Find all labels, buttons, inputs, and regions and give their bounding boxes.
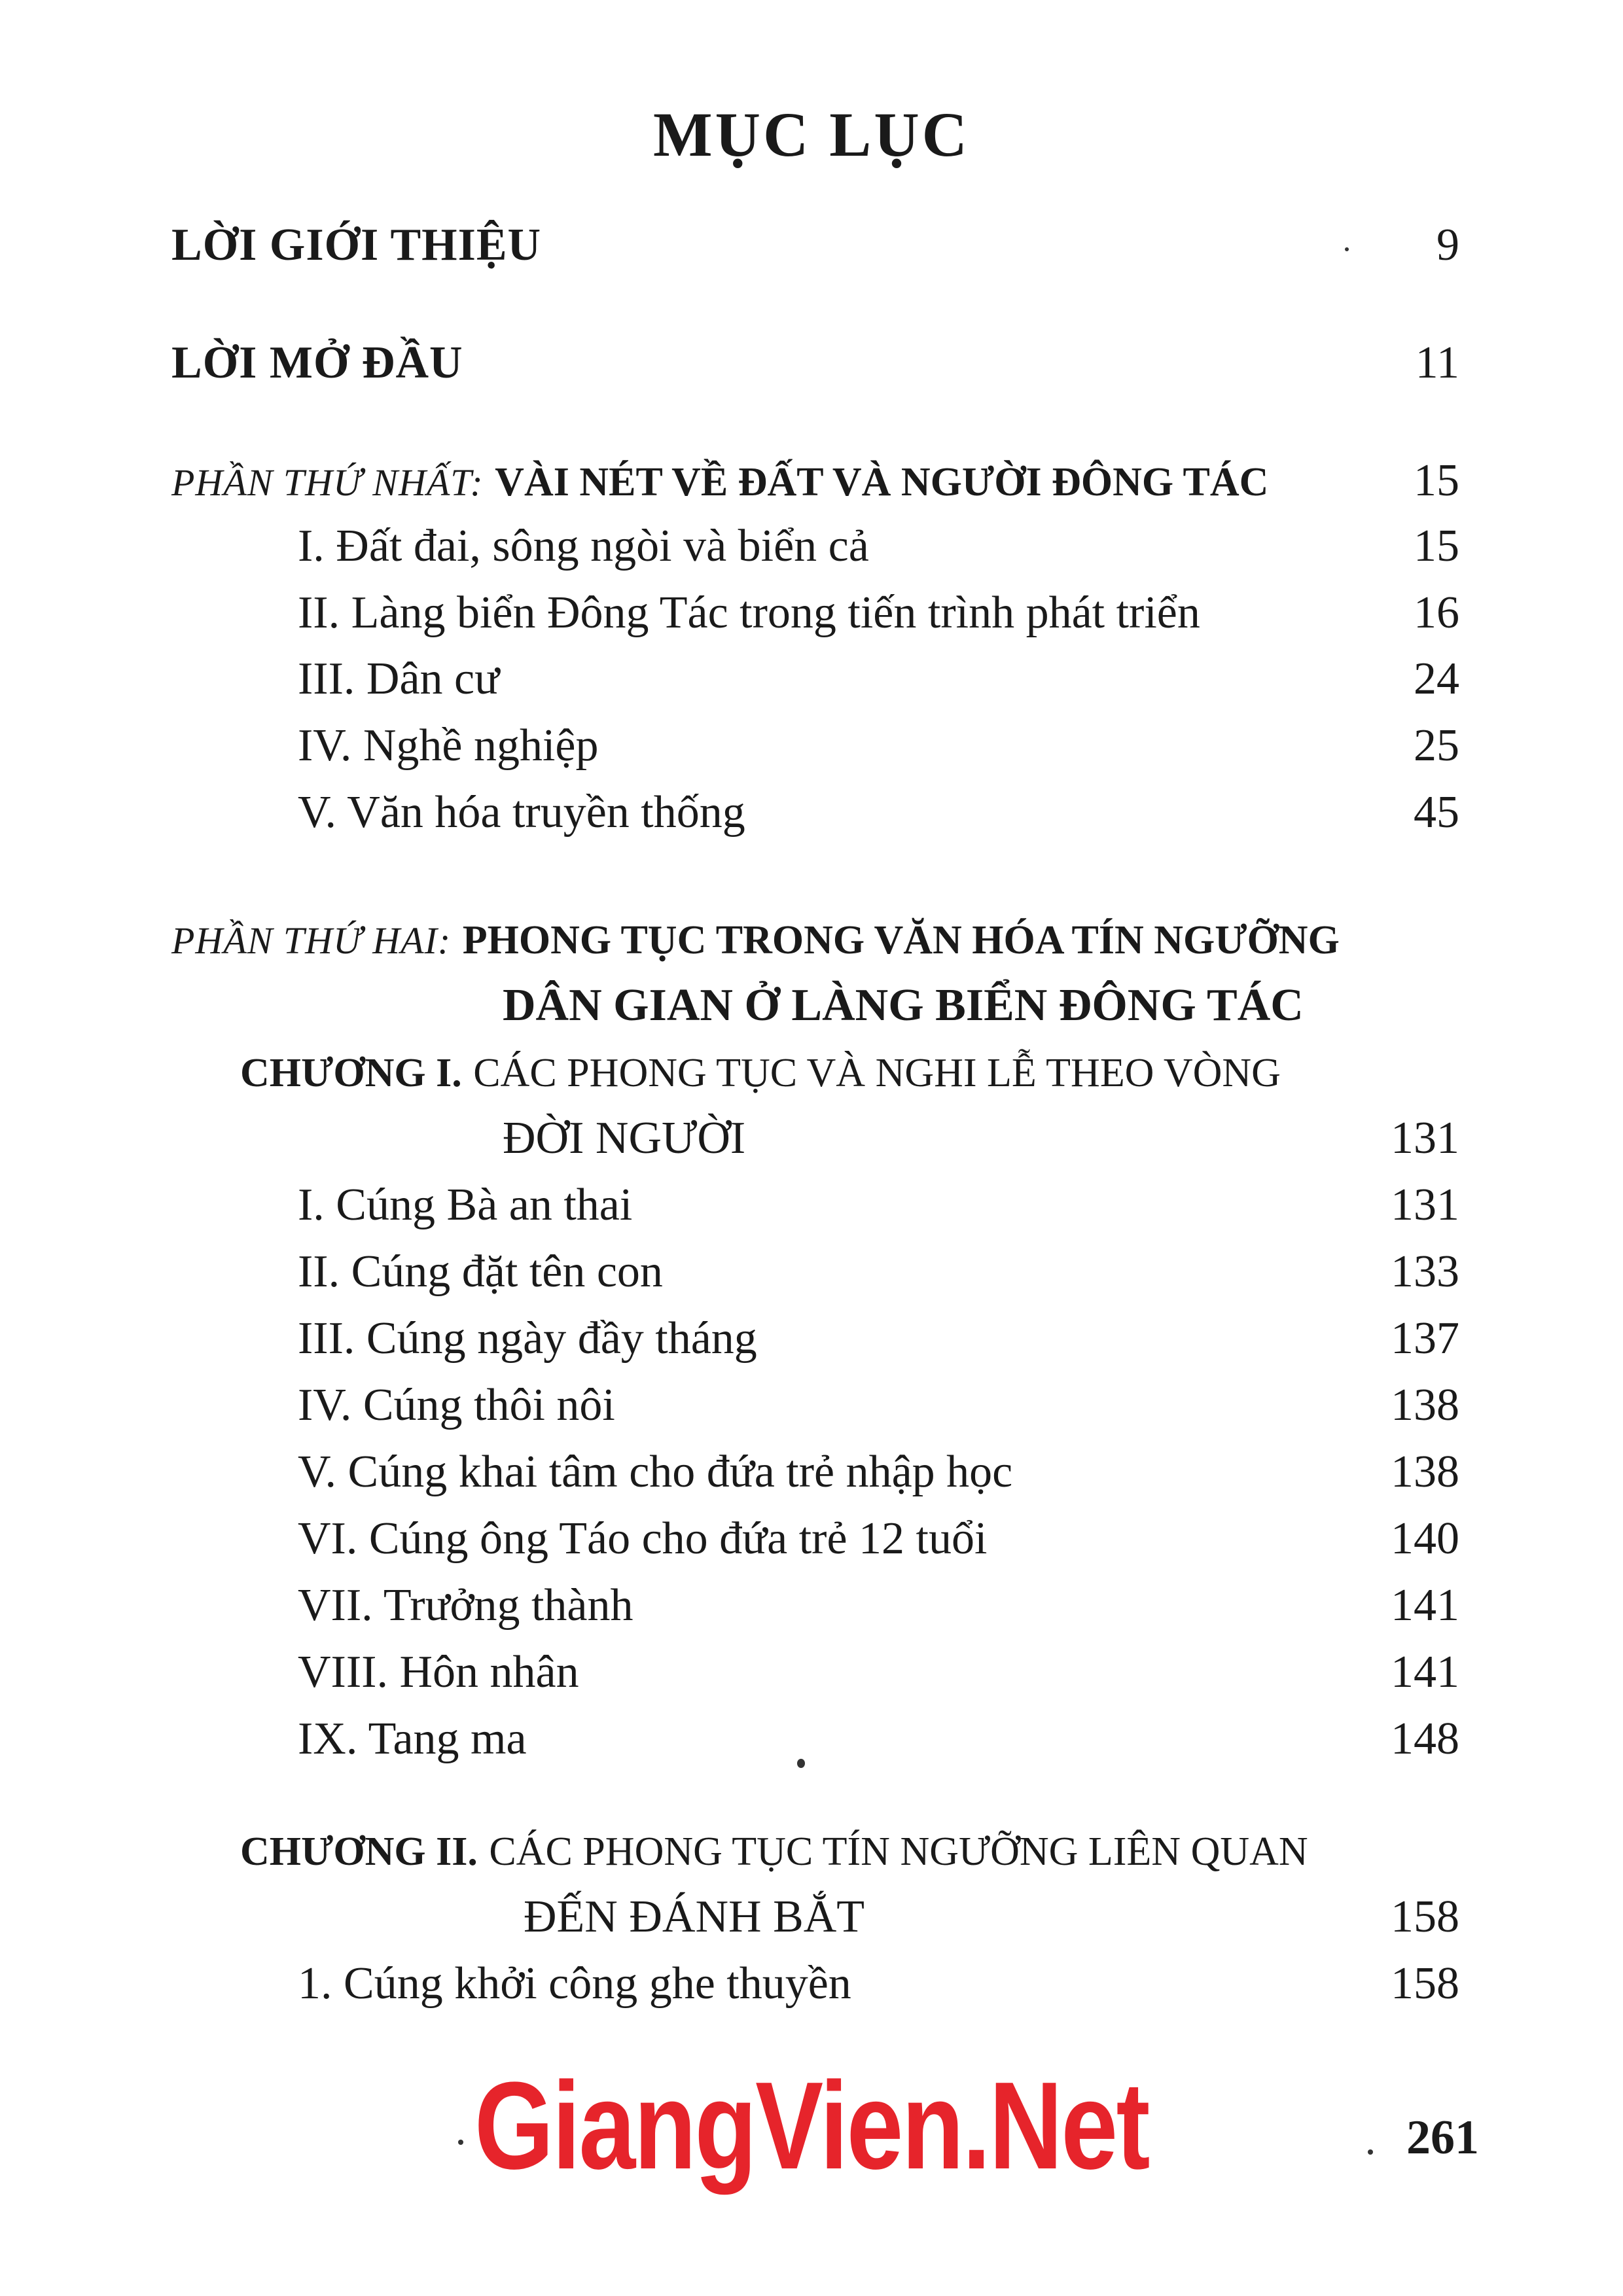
toc-entry[interactable] [0,584,1623,643]
toc-entry-label: VIII. Hôn nhân [298,1647,579,1697]
toc-entry[interactable] [0,1510,1623,1568]
toc-entry[interactable] [0,1376,1623,1435]
toc-entry-page: 15 [1414,521,1459,571]
chapter-title-line2: ĐẾN ĐÁNH BẮT [524,1892,865,1942]
toc-entry[interactable] [0,1710,1623,1769]
toc-entry-label: 1. Cúng khởi công ghe thuyền [298,1958,851,2009]
toc-entry-label: IV. Cúng thôi nôi [298,1380,615,1430]
toc-entry[interactable] [0,716,1623,775]
toc-entry[interactable] [0,517,1623,576]
toc-entry-label: IV. Nghề nghiệp [298,720,599,771]
toc-entry-label: III. Cúng ngày đầy tháng [298,1313,757,1364]
toc-entry-label: VII. Trưởng thành [298,1580,633,1631]
chapter-label: CHƯƠNG I. [240,1051,462,1095]
toc-entry[interactable] [0,1954,1623,2013]
toc-chapter-2-line2[interactable] [0,1888,1623,1947]
part-title-line1: PHONG TỤC TRONG VĂN HÓA TÍN NGƯỠNG [462,918,1340,963]
toc-part-2[interactable] [0,910,1623,968]
page-number: 261 [1406,2111,1479,2164]
toc-entry-page: 138 [1391,1447,1459,1497]
toc-entry-page: 9 [1436,220,1459,270]
toc-entry-page: 131 [1391,1180,1459,1230]
toc-entry-page: 15 [1414,455,1459,506]
part-heading [171,910,1340,970]
toc-entry-page: 141 [1391,1647,1459,1697]
toc-chapter-1[interactable] [0,1042,1623,1101]
part-prefix: PHẦN THỨ HAI: [171,919,452,962]
toc-entry-page: 131 [1391,1113,1459,1163]
toc-entry-label: III. Dân cư [298,654,500,704]
toc-entry-page: 138 [1391,1380,1459,1430]
chapter-heading [240,1821,1308,1881]
toc-entry-intro[interactable] [0,216,1623,275]
toc-entry-label: V. Văn hóa truyền thống [298,787,745,838]
toc-entry-label: VI. Cúng ông Táo cho đứa trẻ 12 tuổi [298,1513,988,1564]
part-title: VÀI NÉT VỀ ĐẤT VÀ NGƯỜI ĐÔNG TÁC [495,460,1269,504]
toc-entry-label: I. Đất đai, sông ngòi và biển cả [298,521,869,571]
toc-entry[interactable] [0,783,1623,842]
toc-entry-page: 133 [1391,1246,1459,1297]
chapter-heading [240,1042,1281,1103]
toc-entry-page: 137 [1391,1313,1459,1364]
toc-chapter-1-line2[interactable] [0,1109,1623,1168]
toc-entry-preface[interactable] [0,334,1623,393]
toc-entry-page: 141 [1391,1580,1459,1631]
watermark-logo: GiangVien.Net [474,2057,1149,2195]
toc-entry-label: II. Cúng đặt tên con [298,1246,663,1297]
toc-entry[interactable] [0,1243,1623,1301]
toc-entry[interactable] [0,1309,1623,1368]
part-prefix: PHẦN THỨ NHẤT: [171,461,484,504]
toc-entry-label: LỜI GIỚI THIỆU [171,220,542,270]
toc-entry[interactable] [0,1643,1623,1702]
toc-entry-page: 158 [1391,1892,1459,1942]
toc-entry[interactable] [0,650,1623,709]
part-heading [171,451,1268,512]
toc-part-2-line2 [0,976,1623,1035]
toc-entry-page: 25 [1414,720,1459,771]
chapter-title-line1: CÁC PHONG TỤC VÀ NGHI LỄ THEO VÒNG [473,1051,1281,1095]
toc-entry-label: IX. Tang ma [298,1714,527,1764]
chapter-title-line1: CÁC PHONG TỤC TÍN NGƯỠNG LIÊN QUAN [489,1829,1308,1874]
toc-entry-page: 45 [1414,787,1459,838]
toc-entry-page: 16 [1414,588,1459,638]
toc-part-1[interactable] [0,451,1623,510]
toc-entry-label: LỜI MỞ ĐẦU [171,338,463,388]
toc-entry-page: 158 [1391,1958,1459,2009]
toc-entry-page: 11 [1415,338,1459,388]
chapter-label: CHƯƠNG II. [240,1829,478,1874]
toc-entry-label: V. Cúng khai tâm cho đứa trẻ nhập học [298,1447,1013,1497]
toc-entry[interactable] [0,1443,1623,1502]
part-title-line2: DÂN GIAN Ở LÀNG BIỂN ĐÔNG TÁC [503,980,1304,1031]
toc-entry-label: I. Cúng Bà an thai [298,1180,633,1230]
toc-entry[interactable] [0,1176,1623,1235]
page-title: MỤC LỤC [653,99,970,169]
scan-speck [1345,247,1349,251]
scan-speck [797,1759,805,1768]
toc-chapter-2[interactable] [0,1821,1623,1880]
chapter-title-line2: ĐỜI NGƯỜI [503,1113,746,1163]
toc-entry-page: 140 [1391,1513,1459,1564]
toc-entry[interactable] [0,1576,1623,1635]
toc-entry-page: 24 [1414,654,1459,704]
toc-entry-page: 148 [1391,1714,1459,1764]
toc-entry-label: II. Làng biển Đông Tác trong tiến trình phát triển [298,588,1200,638]
